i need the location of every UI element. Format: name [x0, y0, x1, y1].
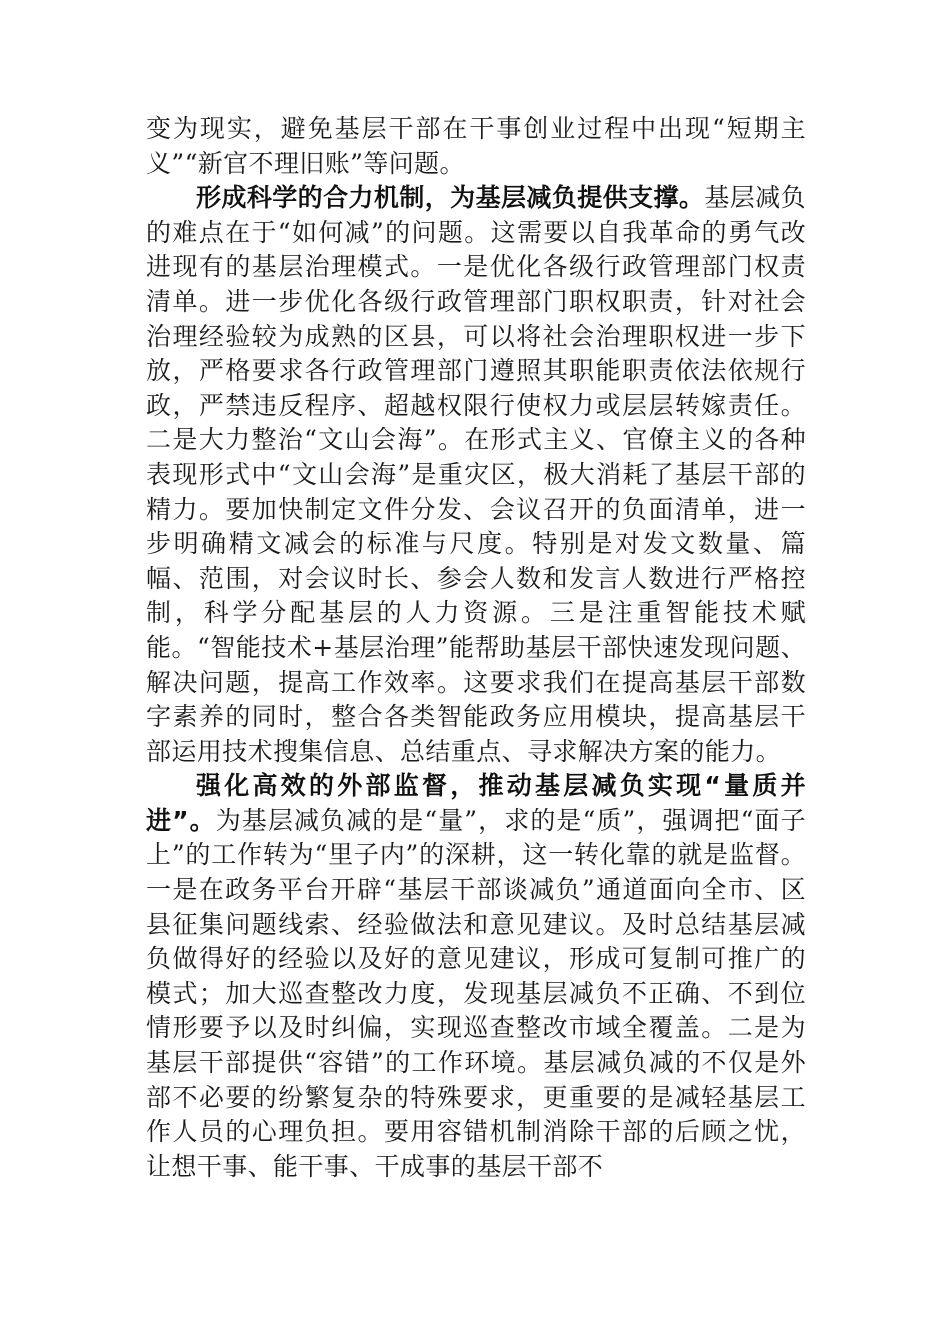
paragraph-continuation: [146, 112, 806, 181]
paragraph-body: 基层减负的难点在于“如何减”的问题。这需要以自我革命的勇气改进现有的基层治理模式。一是优化各级行政管理部门权责清单。进一步优化各级行政管理部门职权职责，针对社会治理经验较为成熟的区县，可以将社会治理职权进一步下放，严格要求各行政管理部门遵照其职能职责依法依规行政，严禁违反程序、超越权限行使权力或层层转嫁责任。二是大力整治“文山会海”。在形式主义、官僚主义的各种表现形式中“文山会海”是重灾区，极大消耗了基层干部的精力。要加快制定文件分发、会议召开的负面清单，进一步明确精文减会的标准与尺度。特别是对发文数量、篇幅、范围，对会议时长、参会人数和发言人数进行严格控制，科学分配基层的人力资源。三是注重智能技术赋能。“智能技术+基层治理”能帮助基层干部快速发现问题、解决问题，提高工作效率。这要求我们在提高基层干部数字素养的同时，整合各类智能政务应用模块，提高基层干部运用技术搜集信息、总结重点、寻求解决方案的能力。: [146, 183, 806, 766]
document-body: [146, 112, 806, 1184]
paragraph-body: 变为现实，避免基层干部在干事创业过程中出现“短期主义”“新官不理旧账”等问题。: [146, 114, 806, 178]
paragraph-heading: 形成科学的合力机制，为基层减负提供支撑。: [196, 183, 705, 213]
paragraph-body: 为基层减负减的是“量”，求的是“质”，强调把“面子上”的工作转为“里子内”的深耕，这一转化靠的就是监督。一是在政务平台开辟“基层干部谈减负”通道面向全市、区县征集问题线索、经验做法和意见建议。及时总结基层减负做得好的经验以及好的意见建议，形成可复制可推广的模式；加大巡查整改力度，发现基层减负不正确、不到位情形要予以及时纠偏，实现巡查整改市域全覆盖。二是为基层干部提供“容错”的工作环境。基层减负减的不仅是外部不必要的纷繁复杂的特殊要求，更重要的是减轻基层工作人员的心理负担。要用容错机制消除干部的后顾之忧，让想干事、能干事、干成事的基层干部不: [146, 805, 806, 1181]
paragraph-external-supervision: [146, 769, 806, 1184]
paragraph-synergy-mechanism: [146, 181, 806, 769]
paragraph-heading: 强化高效的外部监督，推动基层减负实现“量质并进”。: [146, 771, 806, 835]
